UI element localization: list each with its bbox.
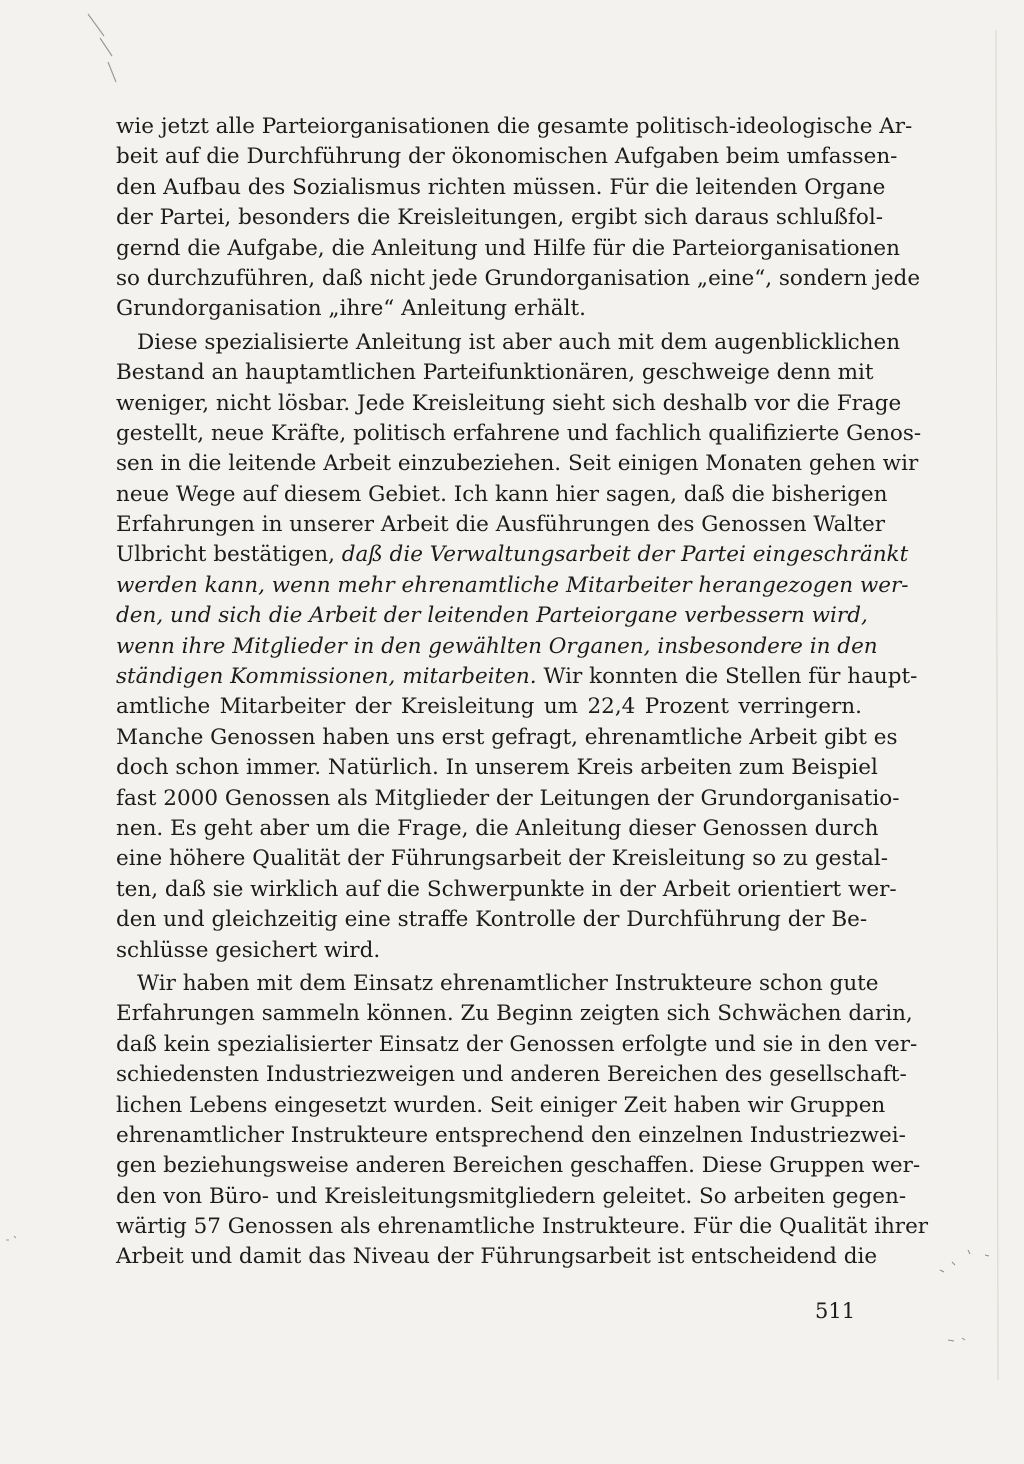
- text-line: eine höhere Qualität der Führungsarbeit der Kreisleitung so zu gestal-: [116, 846, 889, 872]
- text-line: Manche Genossen haben uns erst gefragt, ehrenamtliche Arbeit gibt es: [116, 724, 898, 750]
- text-line-italic: werden kann, wenn mehr ehrenamtliche Mitarbeiter herangezogen wer-: [116, 572, 909, 598]
- text-line: doch schon immer. Natürlich. In unserem Kreis arbeiten zum Beispiel: [116, 755, 878, 781]
- text-line: wärtig 57 Genossen als ehrenamtliche Instrukteure. Für die Qualität ihrer: [116, 1214, 929, 1240]
- text-line: schlüsse gesichert wird.: [116, 937, 381, 963]
- text-line: sen in die leitende Arbeit einzubeziehen. Seit einigen Monaten gehen wir: [116, 451, 919, 477]
- text-line: der Partei, besonders die Kreisleitungen, ergibt sich daraus schlußfol-: [116, 205, 883, 231]
- text-line: Arbeit und damit das Niveau der Führungsarbeit ist entscheidend die: [116, 1244, 878, 1270]
- text-line: Erfahrungen sammeln können. Zu Beginn zeigten sich Schwächen darin,: [116, 1001, 913, 1027]
- text-line-italic: wenn ihre Mitglieder in den gewählten Organen, insbesondere in den: [116, 633, 878, 659]
- text-line: schiedensten Industriezweigen und anderen Bereichen des gesellschaft-: [116, 1062, 907, 1088]
- text-line: gestellt, neue Kräfte, politisch erfahrene und fachlich qualifizierte Genos-: [116, 420, 922, 446]
- text-line: amtliche Mitarbeiter der Kreisleitung um 22,4 Prozent verringern.: [116, 694, 862, 720]
- text-line: den Aufbau des Sozialismus richten müssen. Für die leitenden Organe: [116, 174, 886, 200]
- text-line: fast 2000 Genossen als Mitglieder der Leitungen der Grundorganisatio-: [116, 785, 900, 811]
- text-line: gernd die Aufgabe, die Anleitung und Hilfe für die Parteiorganisationen: [116, 235, 900, 261]
- text-line: gen beziehungsweise anderen Bereichen geschaffen. Diese Gruppen wer-: [116, 1153, 921, 1179]
- text-line: daß kein spezialisierter Einsatz der Genossen erfolgte und sie in den ver-: [116, 1031, 918, 1057]
- text-line: den von Büro- und Kreisleitungsmitgliedern geleitet. So arbeiten gegen-: [116, 1183, 907, 1209]
- text-line: den und gleichzeitig eine straffe Kontrolle der Durchführung der Be-: [116, 907, 868, 933]
- paragraph-2: [116, 328, 922, 966]
- text-line: Diese spezialisierte Anleitung ist aber auch mit dem augenblicklichen: [137, 329, 901, 355]
- text-line: ehrenamtlicher Instrukteure entsprechend den einzelnen Industriezwei-: [116, 1122, 906, 1148]
- text-line: ten, daß sie wirklich auf die Schwerpunkte in der Arbeit orientiert wer-: [116, 876, 897, 902]
- text-line: Grundorganisation „ihre“ Anleitung erhält.: [116, 296, 586, 322]
- text-line-italic: den, und sich die Arbeit der leitenden Parteiorgane verbessern wird,: [116, 603, 868, 629]
- text-line: weniger, nicht lösbar. Jede Kreisleitung sieht sich deshalb vor die Frage: [116, 390, 902, 416]
- body-text: [116, 112, 929, 1273]
- page-number: 511: [815, 1299, 856, 1323]
- text-line-mixed: ständigen Kommissionen, mitarbeiten. Wir konnten die Stellen für haupt-: [116, 664, 918, 690]
- paragraph-3: [116, 969, 929, 1273]
- text-line: Bestand an hauptamtlichen Parteifunktionären, geschweige denn mit: [116, 360, 874, 386]
- text-line: wie jetzt alle Parteiorganisationen die gesamte politisch-ideologische Ar-: [116, 114, 913, 139]
- text-line: so durchzuführen, daß nicht jede Grundorganisation „eine“, sondern jede: [116, 265, 921, 291]
- text-line: Erfahrungen in unserer Arbeit die Ausführungen des Genossen Walter: [116, 512, 885, 538]
- text-line: Wir haben mit dem Einsatz ehrenamtlicher Instrukteure schon gute: [137, 970, 879, 996]
- text-line: nen. Es geht aber um die Frage, die Anleitung dieser Genossen durch: [116, 815, 879, 841]
- text-line: lichen Lebens eingesetzt wurden. Seit einiger Zeit haben wir Gruppen: [116, 1092, 886, 1118]
- text-line: neue Wege auf diesem Gebiet. Ich kann hier sagen, daß die bisherigen: [116, 481, 888, 507]
- text-line-mixed: Ulbricht bestätigen, daß die Verwaltungsarbeit der Partei eingeschränkt: [116, 542, 909, 568]
- text-line: beit auf die Durchführung der ökonomischen Aufgaben beim umfassen-: [116, 144, 898, 170]
- paragraph-1: [116, 112, 921, 325]
